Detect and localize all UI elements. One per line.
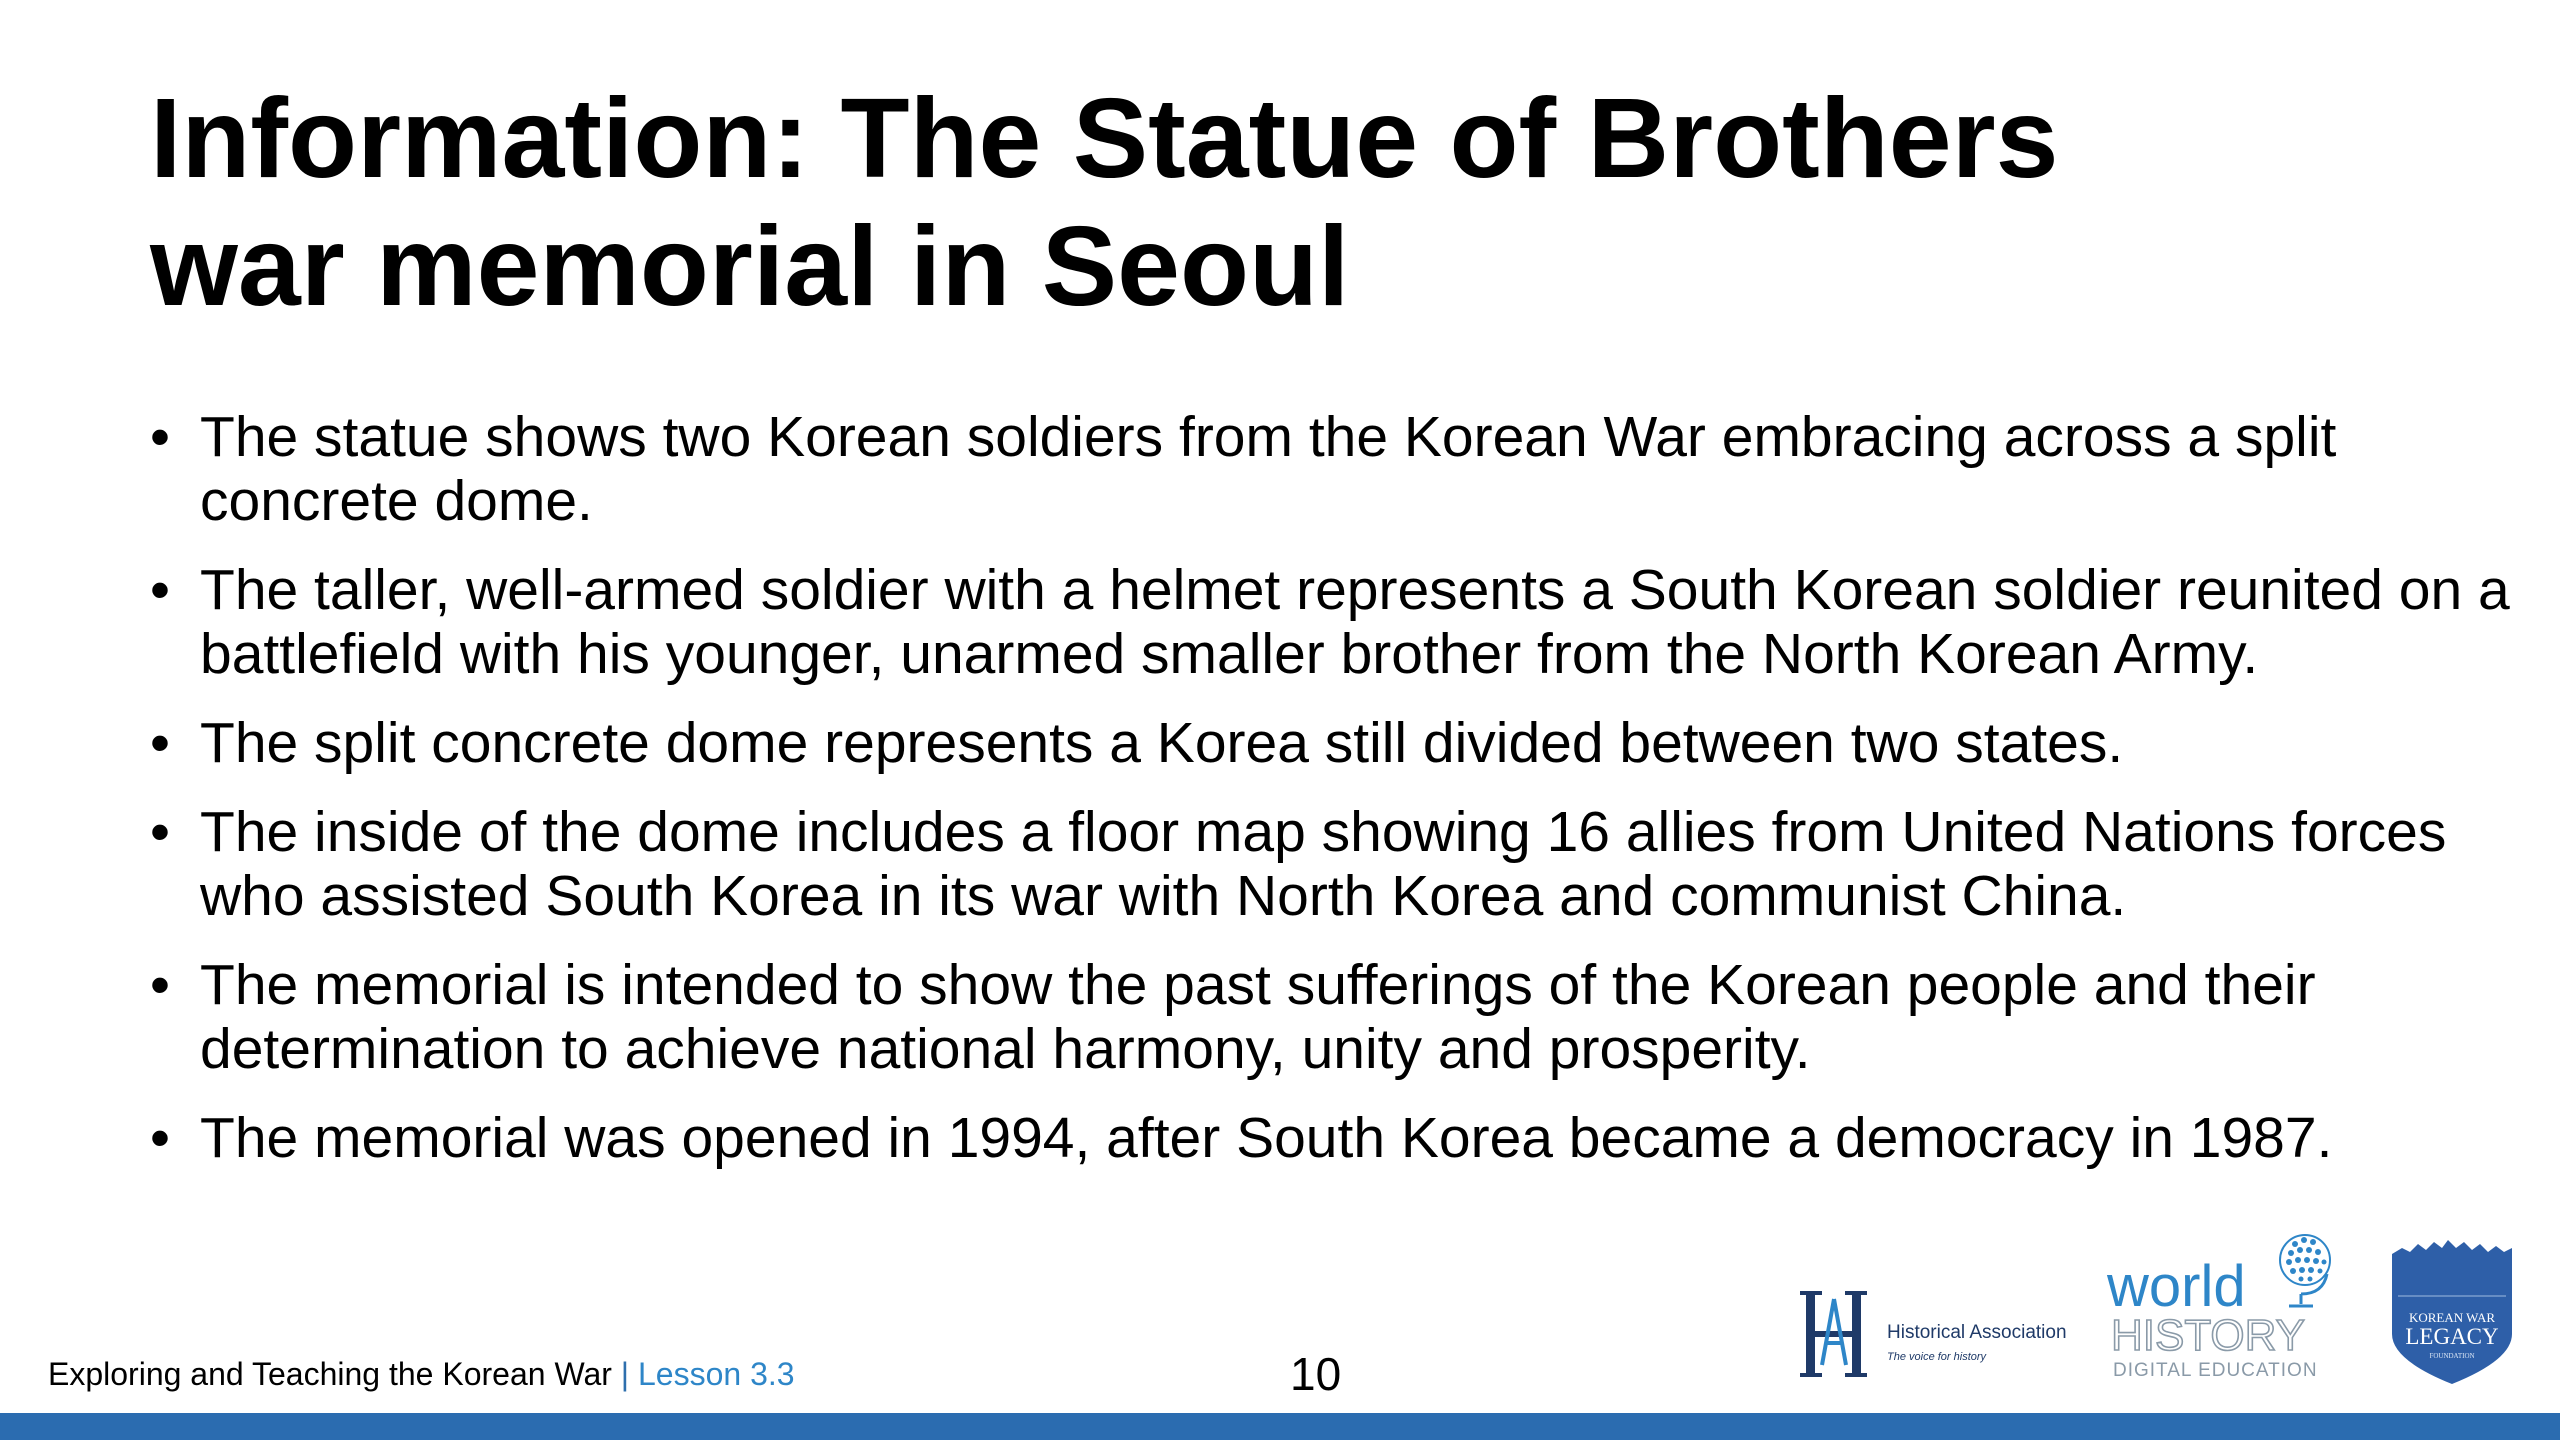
bullet-marker: • (150, 558, 170, 622)
slide-title-line-1: Information: The Statue of Brothers (150, 75, 2059, 201)
bullet-text: The memorial was opened in 1994, after South Korea became a democracy in 1987. (200, 1106, 2333, 1170)
slide-title-line-2: war memorial in Seoul (150, 203, 1350, 329)
bullet-item (150, 711, 2530, 775)
footer-lesson-label: Lesson 3.3 (638, 1356, 795, 1392)
bullet-item (150, 558, 2530, 686)
bullet-marker: • (150, 405, 170, 469)
bullet-list (150, 405, 2530, 1195)
bullet-marker: • (150, 800, 170, 864)
historical-association-logo (1800, 1285, 2070, 1385)
footer-course-label (48, 1354, 795, 1394)
bullet-item (150, 1106, 2530, 1170)
bullet-item (150, 953, 2530, 1081)
bullet-item (150, 405, 2530, 533)
historical-association-tagline: The voice for history (1887, 1351, 1987, 1363)
world-history-word-world: world (2107, 1254, 2246, 1319)
korean-war-legacy-logo (2388, 1236, 2516, 1386)
bullet-text: The inside of the dome includes a floor map showing 16 allies from United Nations forces who assisted South Korea in its war with North Korea and communist China. (200, 800, 2447, 928)
bullet-marker: • (150, 711, 170, 775)
footer-separator: | (620, 1356, 630, 1392)
korean-war-legacy-line-3: FOUNDATION (2429, 1352, 2475, 1360)
bullet-text: The statue shows two Korean soldiers from the Korean War embracing across a split concrete dome. (200, 405, 2337, 533)
historical-association-name: Historical Association (1887, 1322, 2067, 1343)
bullet-item (150, 800, 2530, 928)
bullet-text: The memorial is intended to show the past sufferings of the Korean people and their determination to achieve national harmony, unity and prosperity. (200, 953, 2316, 1081)
slide-title (150, 74, 2400, 330)
bullet-text: The split concrete dome represents a Korea still divided between two states. (200, 711, 2124, 775)
world-history-word-history: HISTORY (2111, 1311, 2305, 1360)
korean-war-legacy-line-2: LEGACY (2405, 1324, 2499, 1349)
page-number: 10 (1290, 1348, 1342, 1400)
bullet-marker: • (150, 953, 170, 1017)
bullet-text: The taller, well-armed soldier with a helmet represents a South Korean soldier reunited on a battlefield with his younger, unarmed smaller brother from the North Korean Army. (200, 558, 2510, 686)
bullet-marker: • (150, 1106, 170, 1170)
footer-course-title: Exploring and Teaching the Korean War (48, 1356, 612, 1392)
globe-icon (2280, 1235, 2330, 1306)
footer-bar (0, 1413, 2560, 1440)
korean-war-legacy-line-1: KOREAN WAR (2408, 1310, 2496, 1325)
world-history-logo (2105, 1228, 2345, 1384)
world-history-word-digital-education: DIGITAL EDUCATION (2113, 1360, 2318, 1381)
